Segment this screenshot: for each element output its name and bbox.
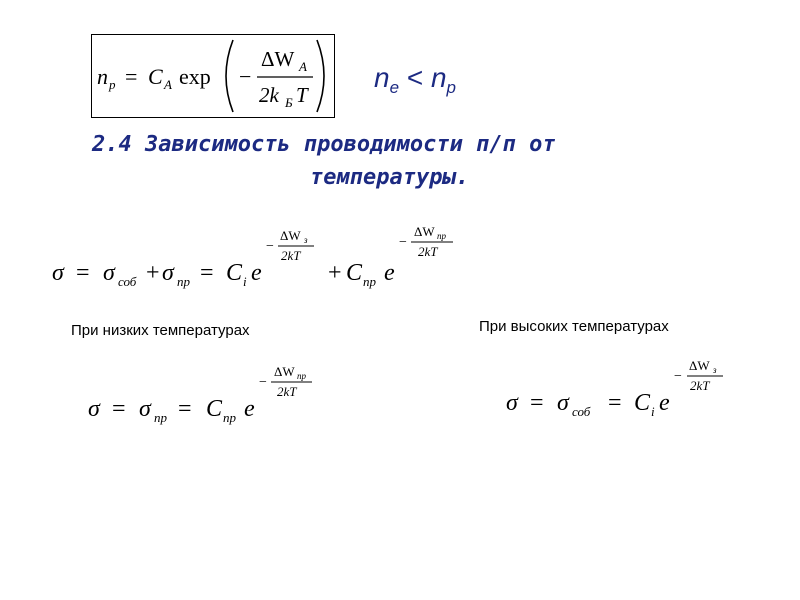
high-c: C (634, 390, 651, 416)
low-sigma-1: σ (88, 396, 100, 422)
sigma-1: σ (52, 260, 64, 286)
low-sigma-2: σ (139, 396, 151, 422)
formula-np-minus: − (239, 64, 252, 89)
sub-pr-1: пр (177, 274, 190, 289)
formula-np-numerator: ΔW (261, 47, 295, 71)
ineq-op: < (406, 62, 424, 93)
low-exp-num: ΔW (274, 364, 295, 379)
sigma-2: σ (103, 260, 115, 286)
formula-np-coef: C (148, 64, 163, 89)
low-exp-num-sub: пр (297, 371, 306, 381)
ineq-right: n (430, 62, 447, 93)
high-exp-den: 2kT (690, 378, 710, 393)
ineq-left: n (374, 62, 390, 93)
ineq-left-sub: e (389, 78, 400, 97)
low-exp-minus: − (259, 375, 267, 390)
eq-2: = (200, 260, 214, 286)
formula-np-denominator-tail: T (296, 83, 308, 107)
low-sub-pr-1: пр (154, 410, 167, 425)
right-paren (317, 40, 324, 112)
c-2: C (346, 260, 363, 286)
plus-2: + (328, 260, 342, 286)
low-sub-pr-2: пр (223, 410, 236, 425)
high-eq-1: = (530, 390, 544, 416)
formula-np-lhs: n (97, 64, 108, 89)
formula-np-denominator: 2k (259, 83, 279, 107)
high-sigma-1: σ (506, 390, 518, 416)
exp1-den: 2kT (281, 248, 301, 263)
formula-np-lhs-sub: p (109, 77, 116, 92)
sigma-3: σ (162, 260, 174, 286)
sub-pr-2: пр (363, 274, 376, 289)
formula-np-denominator-sub: Б (285, 95, 293, 110)
sub-sob: соб (118, 274, 137, 289)
formula-np-func: exp (179, 64, 211, 89)
high-sub-sob: соб (572, 404, 591, 419)
exp1-minus: − (266, 239, 274, 254)
low-eq-1: = (112, 396, 126, 422)
ineq-right-sub: p (446, 78, 457, 97)
high-sigma-2: σ (557, 390, 569, 416)
low-eq-2: = (178, 396, 192, 422)
formula-np-coef-sub: A (164, 77, 172, 92)
low-exp-den: 2kT (277, 384, 297, 399)
formula-np-eq: = (125, 64, 138, 89)
sub-i: i (243, 274, 247, 289)
caption-low-temp: При низких температурах (71, 322, 250, 339)
formula-np-numerator-sub: A (299, 59, 307, 74)
formula-np-box (91, 34, 335, 118)
formula-low (86, 362, 346, 432)
plus-1: + (146, 260, 160, 286)
eq-1: = (76, 260, 90, 286)
exp2-num: ΔW (414, 224, 435, 239)
e-2: e (384, 260, 395, 286)
high-sub-i: i (651, 404, 655, 419)
high-e: e (659, 390, 670, 416)
high-exp-minus: − (674, 369, 682, 384)
high-exp-num-sub: з (713, 365, 717, 375)
formula-np (91, 34, 335, 118)
exp2-minus: − (399, 235, 407, 250)
low-c: C (206, 396, 223, 422)
inequality (374, 62, 456, 98)
e-1: e (251, 260, 262, 286)
exp2-num-sub: пр (437, 231, 446, 241)
exp2-den: 2kT (418, 244, 438, 259)
formula-total (48, 222, 478, 298)
c-1: C (226, 260, 243, 286)
heading-line2: температуры. (310, 165, 469, 190)
section-heading (92, 128, 732, 194)
high-eq-2: = (608, 390, 622, 416)
caption-high-temp: При высоких температурах (479, 318, 669, 335)
heading-line1: 2.4 Зависимость проводимости п/п от (92, 132, 556, 157)
formula-high (504, 356, 744, 426)
low-e: e (244, 396, 255, 422)
exp1-num: ΔW (280, 228, 301, 243)
left-paren (226, 40, 233, 112)
exp1-num-sub: з (304, 235, 308, 245)
high-exp-num: ΔW (689, 358, 710, 373)
